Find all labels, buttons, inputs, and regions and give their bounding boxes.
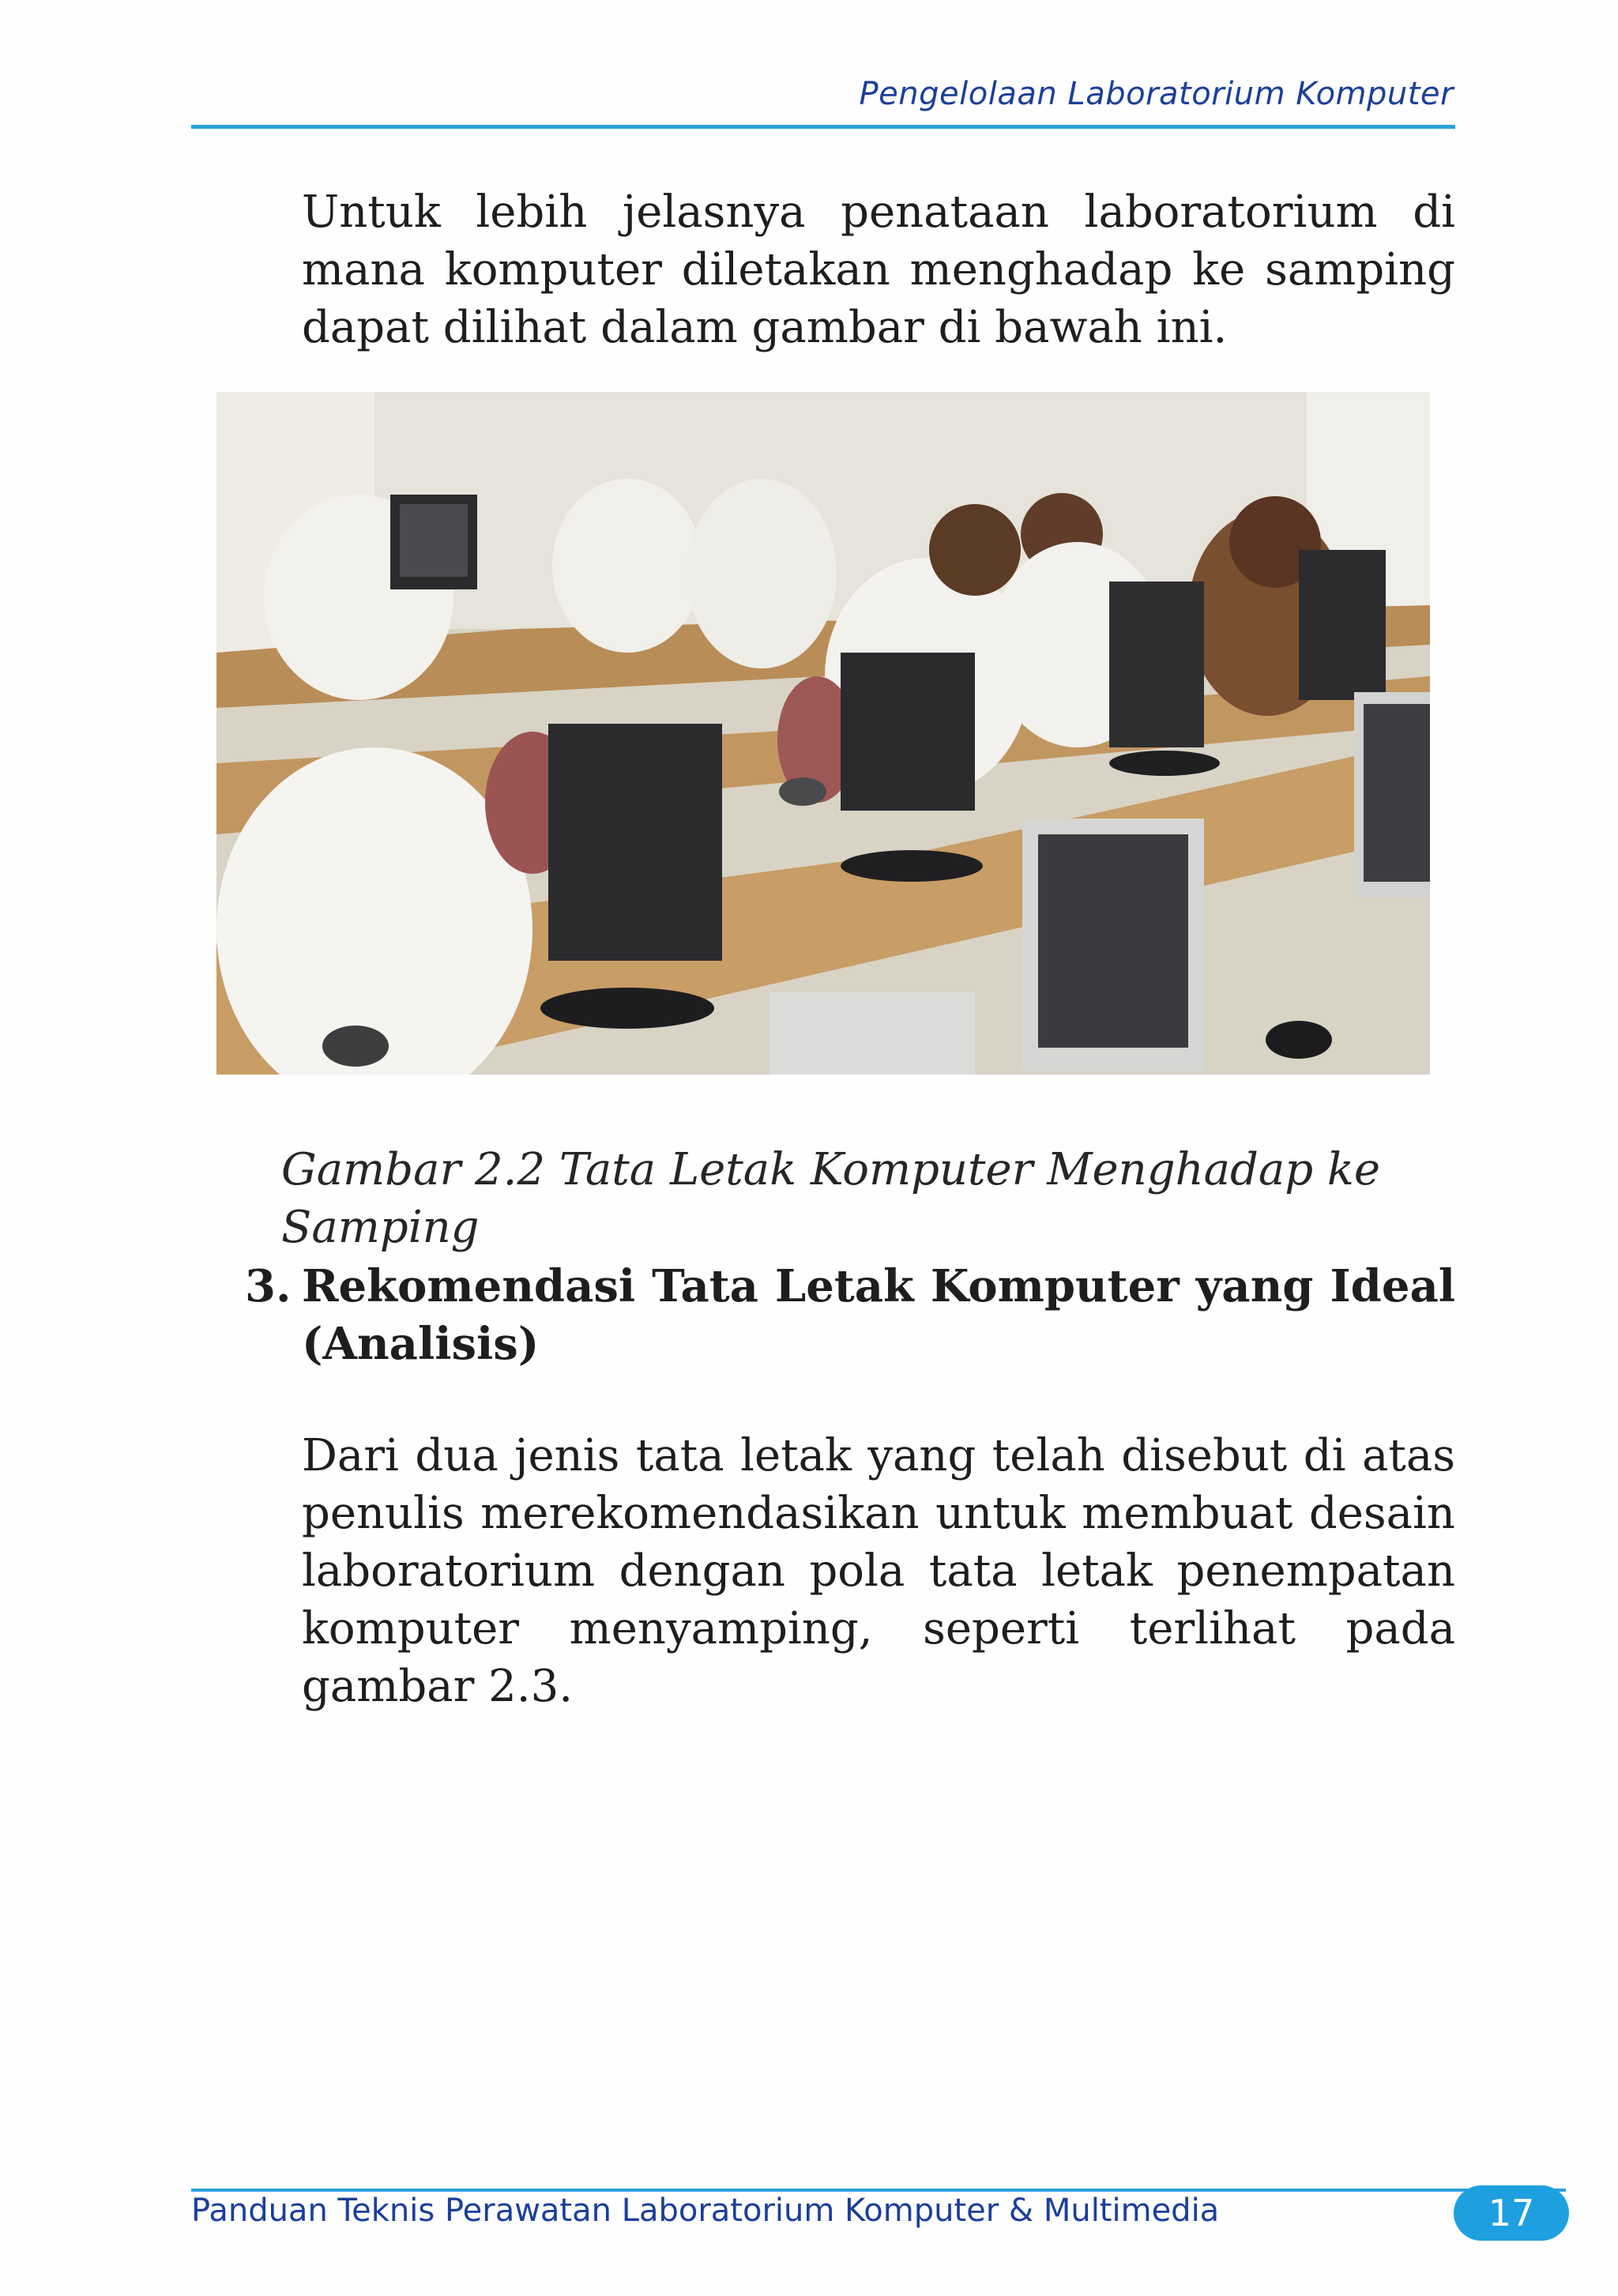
header-divider: [191, 125, 1455, 129]
intro-paragraph: Untuk lebih jelasnya penataan laboratorium di mana komputer diletakan menghadap ke samping dapat dilihat dalam gambar di bawah ini.: [302, 186, 1455, 353]
footer-book-title: Panduan Teknis Perawatan Laboratorium Komputer & Multimedia: [191, 2192, 1220, 2229]
section-number: 3.: [245, 1260, 292, 1312]
computer-lab-illustration: [216, 392, 1430, 1075]
section-paragraph: Dari dua jenis tata letak yang telah disebut di atas penulis merekomendasikan untuk membuat desain laboratorium dengan pola tata letak penempatan komputer menyamping, seperti terlihat pada gambar 2.3.: [302, 1430, 1455, 1712]
computer-lab-photo: [216, 392, 1430, 1075]
running-header: Pengelolaan Laboratorium Komputer: [859, 76, 1454, 112]
section-heading: Rekomendasi Tata Letak Komputer yang Ideal (Analisis): [302, 1260, 1455, 1370]
page-number-badge: 17: [1454, 2185, 1569, 2241]
figure-caption: Gambar 2.2 Tata Letak Komputer Menghadap ke Samping: [281, 1144, 1381, 1253]
